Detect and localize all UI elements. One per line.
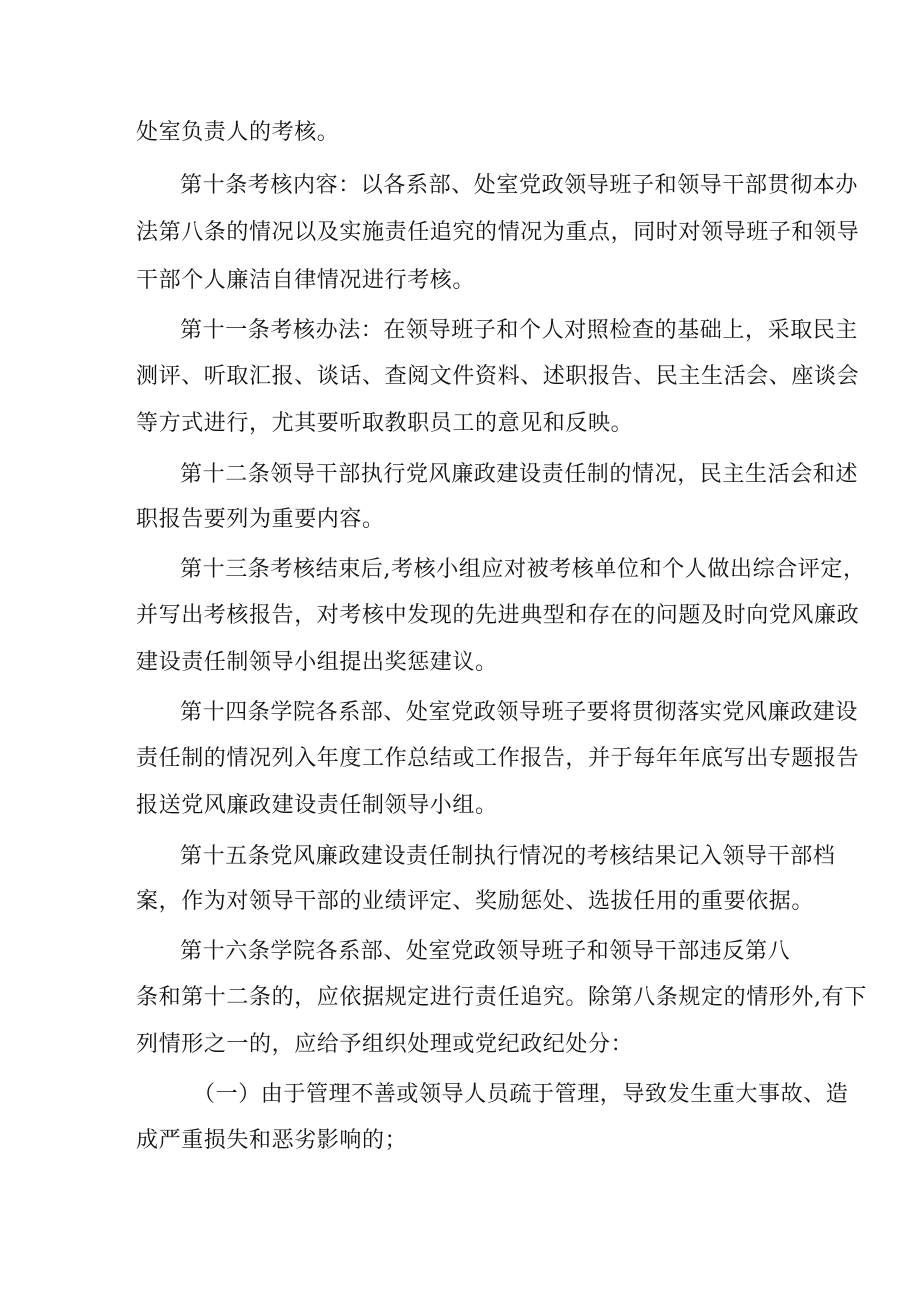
text-line: 第十三条考核结束后,考核小组应对被考核单位和个人做出综合评定， [180,557,866,582]
text-line: （一）由于管理不善或领导人员疏于管理，导致发生重大事故、造 [193,1082,849,1107]
text-line: 处室负责人的考核。 [136,120,340,145]
text-line: 责任制的情况列入年度工作总结或工作报告，并于每年年底写出专题报告 [136,746,860,771]
text-line: 第十一条考核办法：在领导班子和个人对照检查的基础上，采取民主 [180,318,859,343]
text-line: 干部个人廉洁自律情况进行考核。 [136,268,476,293]
text-line: 第十六条学院各系部、处室党政领导班子和领导干部违反第八 [180,939,791,964]
text-line: 第十二条领导干部执行党风廉政建设责任制的情况，民主生活会和述 [180,462,859,487]
text-line: 报送党风廉政建设责任制领导小组。 [136,793,498,818]
text-line: 第十条考核内容：以各系部、处室党政领导班子和领导干部贯彻本办 [180,173,859,198]
text-line: 第十四条学院各系部、处室党政领导班子要将贯彻落实党风廉政建设 [180,700,859,725]
text-line: 成严重损失和恶劣影响的； [136,1128,408,1153]
text-line: 建设责任制领导小组提出奖惩建议。 [136,650,498,675]
text-line: 职报告要列为重要内容。 [136,507,385,532]
text-line: 案，作为对领导干部的业绩评定、奖励惩处、选拔任用的重要依据。 [136,889,815,914]
text-line: 条和第十二条的，应依据规定进行责任追究。除第八条规定的情形外,有下 [136,985,867,1010]
text-line: 列情形之一的，应给予组织处理或党纪政纪处分： [136,1032,634,1057]
text-line: 并写出考核报告，对考核中发现的先进典型和存在的问题及时向党风廉政 [136,603,860,628]
text-line: 法第八条的情况以及实施责任追究的情况为重点，同时对领导班子和领导 [136,220,860,245]
text-line: 第十五条党风廉政建设责任制执行情况的考核结果记入领导干部档 [180,844,836,869]
text-line: 测评、听取汇报、谈话、查阅文件资料、述职报告、民主生活会、座谈会 [136,364,860,389]
text-line: 等方式进行，尤其要听取教职员工的意见和反映。 [136,411,634,436]
